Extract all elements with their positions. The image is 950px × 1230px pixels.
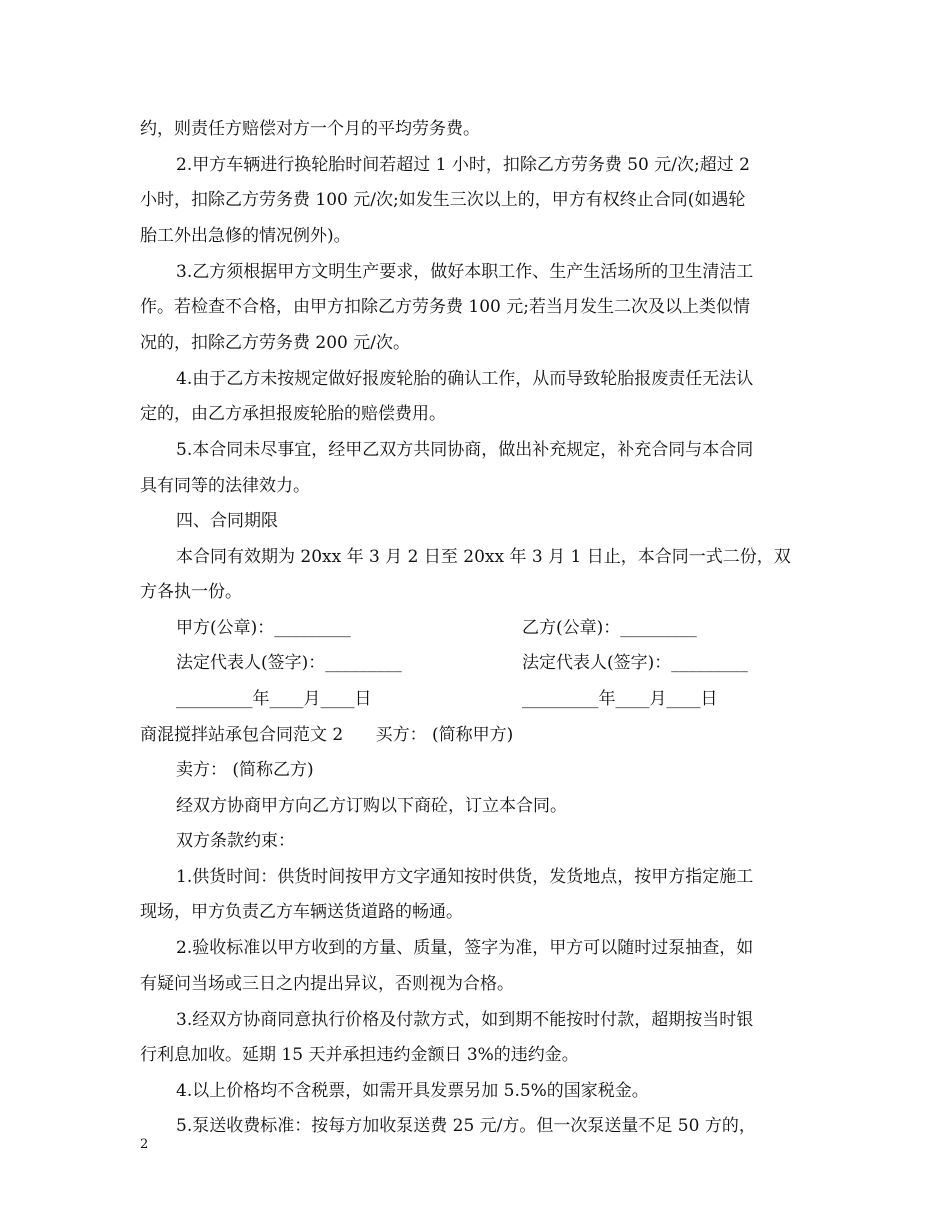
- section-heading: 四、合同期限: [176, 511, 278, 531]
- paragraph-line: 卖方： (简称乙方): [176, 760, 314, 780]
- page-number: 2: [140, 1137, 149, 1152]
- paragraph-line: 胎工外出急修的情况例外)。: [140, 226, 351, 246]
- party-a-date-line: _________年____月____日: [176, 689, 372, 709]
- paragraph-line: 经双方协商甲方向乙方订购以下商砼，订立本合同。: [176, 796, 567, 816]
- paragraph-line: 行利息加收。延期 15 天并承担违约金额日 3%的违约金。: [140, 1045, 579, 1065]
- party-a-representative-line: 法定代表人(签字)：_________: [176, 653, 402, 673]
- paragraph-line: 5.本合同未尽事宜，经甲乙双方共同协商，做出补充规定，补充合同与本合同: [176, 440, 754, 460]
- paragraph-line: 3.经双方协商同意执行价格及付款方式，如到期不能按时付款，超期按当时银: [176, 1010, 754, 1030]
- paragraph-line: 约，则责任方赔偿对方一个月的平均劳务费。: [140, 119, 480, 139]
- paragraph-line: 4.以上价格均不含税票，如需开具发票另加 5.5%的国家税金。: [176, 1081, 649, 1101]
- paragraph-line: 况的，扣除乙方劳务费 200 元/次。: [140, 333, 410, 353]
- paragraph-line: 有疑问当场或三日之内提出异议，否则视为合格。: [140, 974, 514, 994]
- paragraph-line: 1.供货时间：供货时间按甲方文字通知按时供货，发货地点，按甲方指定施工: [176, 867, 754, 887]
- paragraph-line: 具有同等的法律效力。: [140, 476, 310, 496]
- paragraph-line: 2.验收标准以甲方收到的方量、质量，签字为准，甲方可以随时过泵抽查，如: [176, 938, 754, 958]
- party-b-date-line: _________年____月____日: [522, 689, 718, 709]
- second-contract-title: 商混搅拌站承包合同范文 2 买方： (简称甲方): [140, 725, 514, 745]
- paragraph-line: 3.乙方须根据甲方文明生产要求，做好本职工作、生产生活场所的卫生清洁工: [176, 262, 754, 282]
- paragraph-line: 本合同有效期为 20xx 年 3 月 2 日至 20xx 年 3 月 1 日止，本合同一式二份，双: [176, 547, 791, 567]
- party-a-seal-line: 甲方(公章)：_________: [176, 618, 351, 638]
- paragraph-line: 作。若检查不合格，由甲方扣除乙方劳务费 100 元;若当月发生二次及以上类似情: [140, 297, 750, 317]
- paragraph-line: 4.由于乙方未按规定做好报废轮胎的确认工作，从而导致轮胎报废责任无法认: [176, 369, 754, 389]
- paragraph-line: 定的，由乙方承担报废轮胎的赔偿费用。: [140, 404, 446, 424]
- paragraph-line: 5.泵送收费标准：按每方加收泵送费 25 元/方。但一次泵送量不足 50 方的，: [176, 1116, 756, 1136]
- paragraph-line: 方各执一份。: [140, 582, 242, 602]
- party-b-seal-line: 乙方(公章)：_________: [522, 618, 697, 638]
- paragraph-line: 双方条款约束：: [176, 831, 295, 851]
- paragraph-line: 2.甲方车辆进行换轮胎时间若超过 1 小时，扣除乙方劳务费 50 元/次;超过 2: [176, 155, 750, 175]
- party-b-representative-line: 法定代表人(签字)：_________: [522, 653, 748, 673]
- paragraph-line: 小时，扣除乙方劳务费 100 元/次;如发生三次以上的，甲方有权终止合同(如遇轮: [140, 190, 746, 210]
- paragraph-line: 现场，甲方负责乙方车辆送货道路的畅通。: [140, 902, 463, 922]
